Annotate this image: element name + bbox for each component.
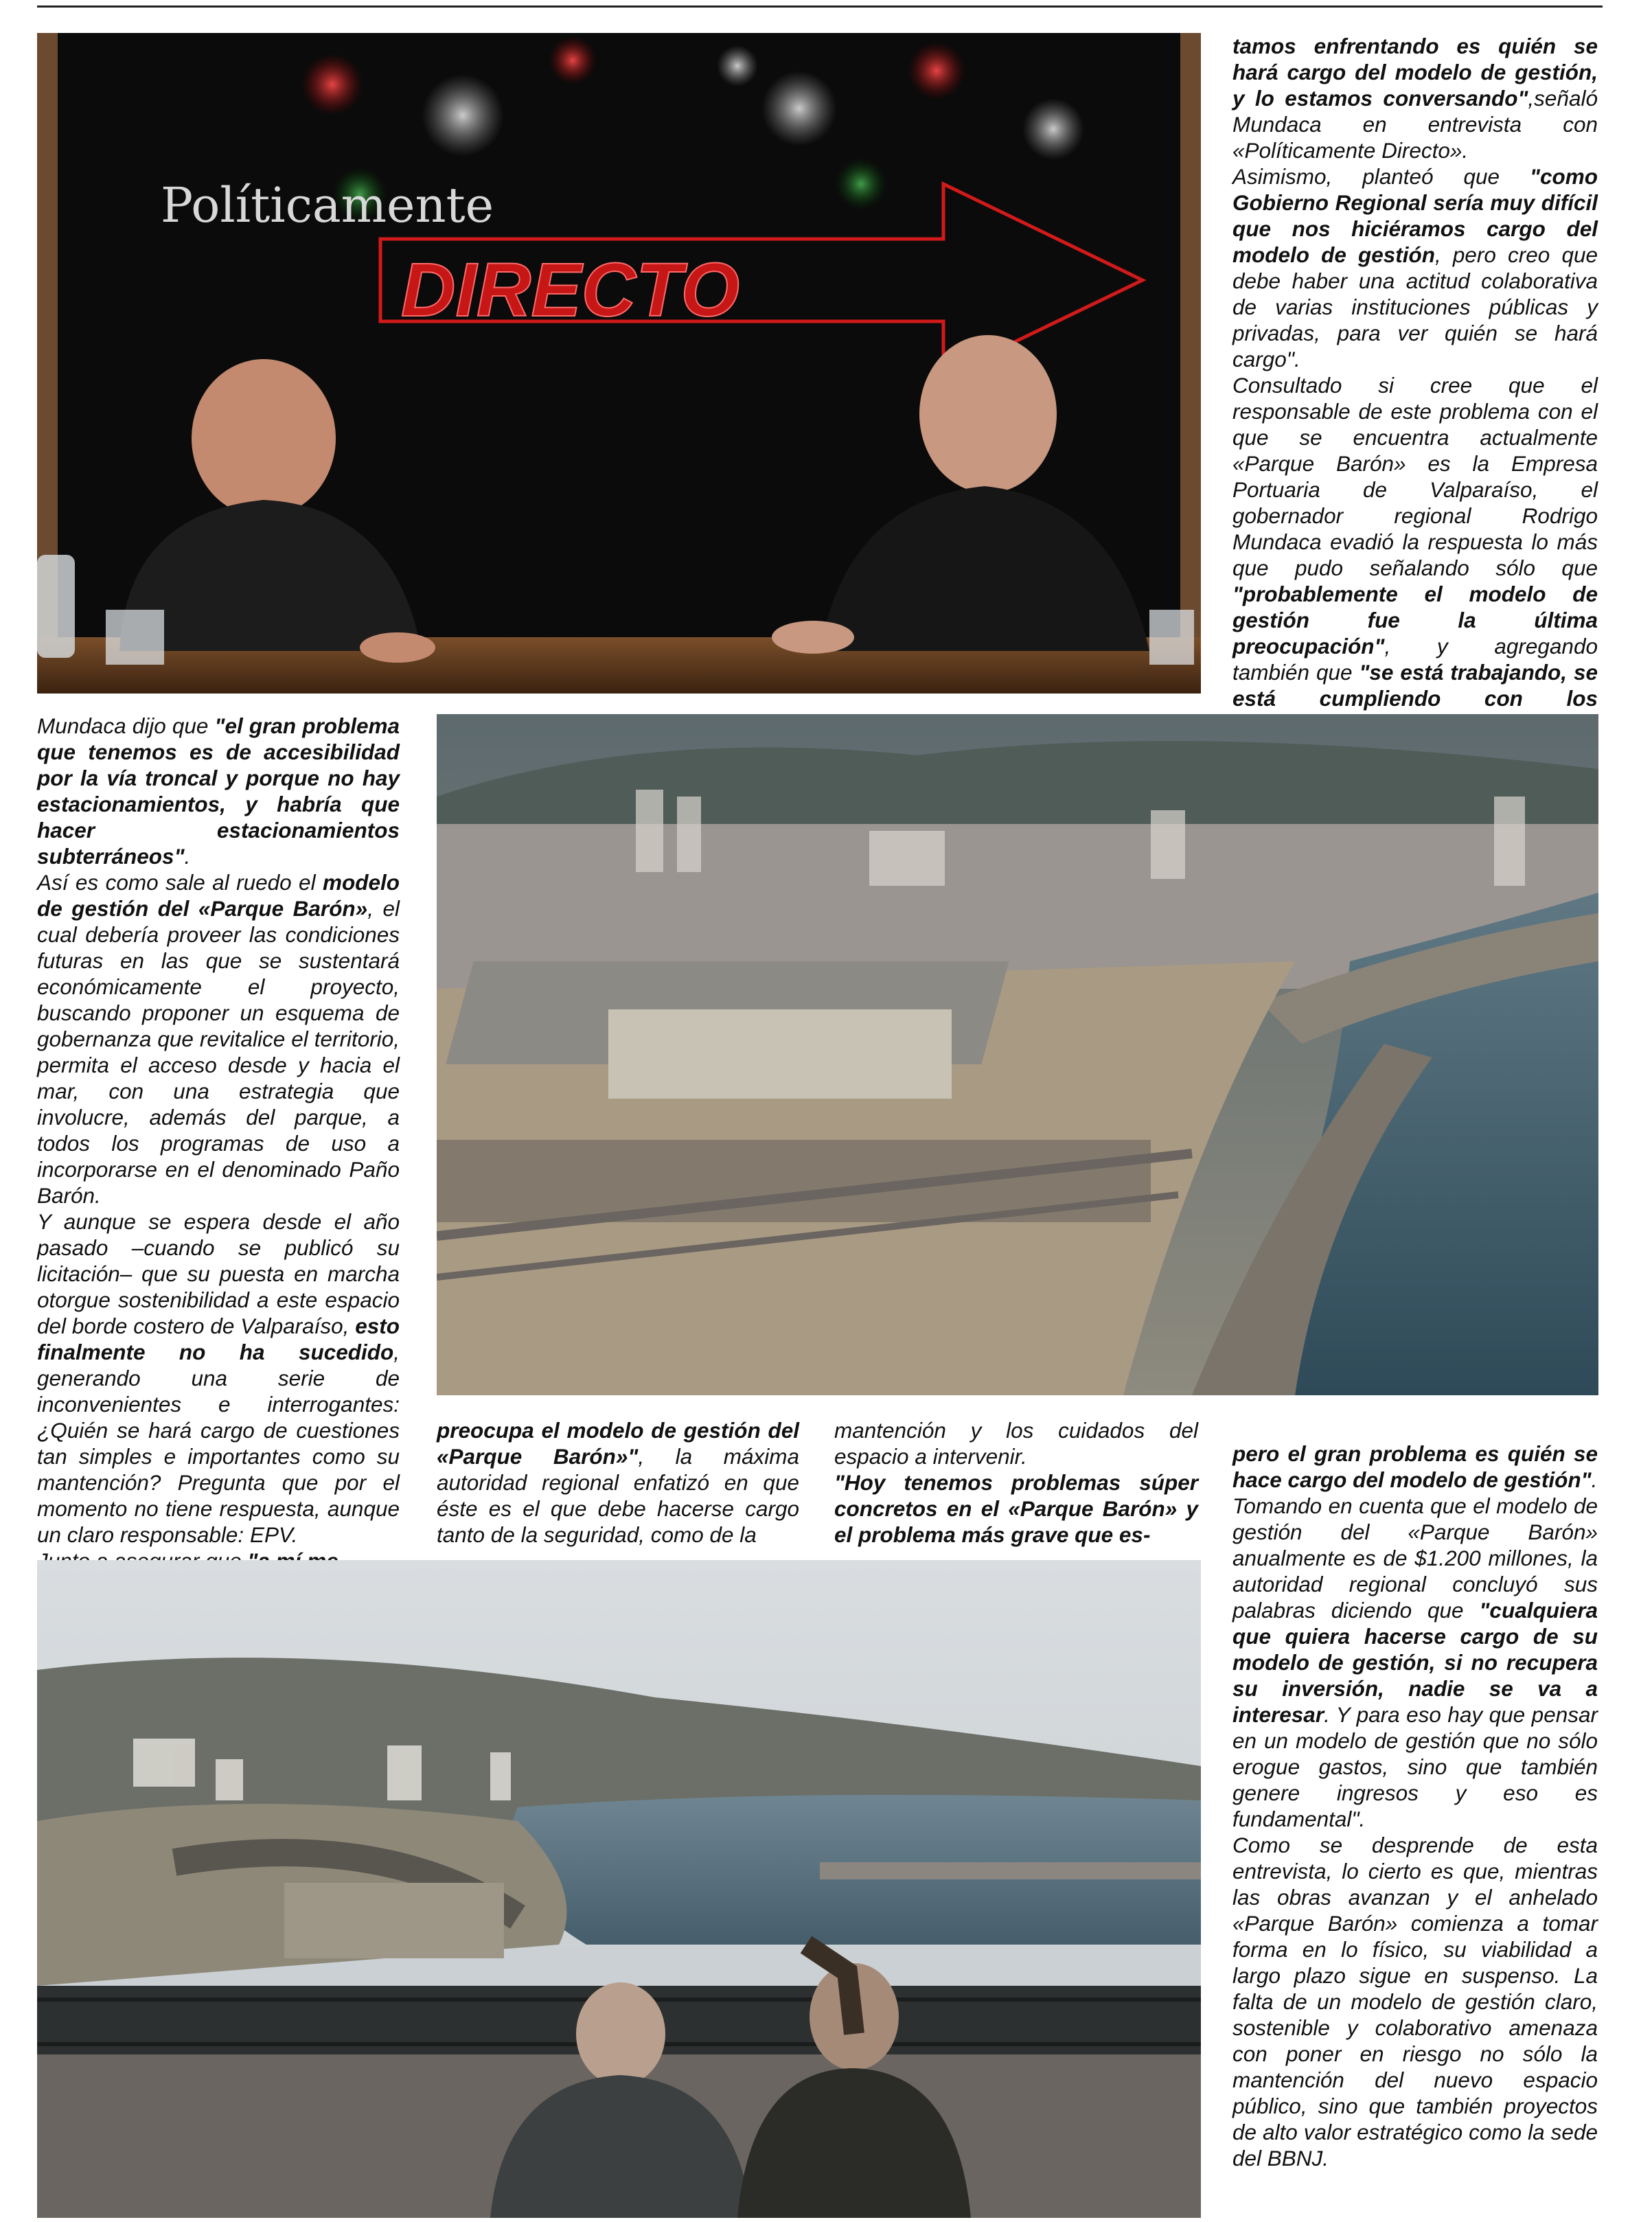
paragraph: Como se desprende de esta entrevista, lo cierto es que, mientras las obras avanzan y el anhelado «Parque Barón» comienza a tomar forma en lo físico, su viabilidad a largo plazo sigue en suspenso. La falta de un modelo de gestión claro, sostenible y colaborativo amenaza con poner en riesgo no sólo la mantención del nuevo espacio público, sino que también proyectos de alto valor estratégico como la sede del BBNJ. bbox=[1232, 1833, 1598, 2171]
paragraph bbox=[834, 1469, 1198, 1548]
paragraph bbox=[1232, 372, 1598, 737]
paragraph bbox=[1232, 33, 1598, 163]
paragraph bbox=[37, 869, 400, 1209]
quote-bold: tamos enfrentando es quién se hará cargo del modelo de gestión, y lo estamos conversando" bbox=[1232, 34, 1598, 111]
text: ,señaló Mundaca en entrevista con «Políticamente Directo». bbox=[1232, 86, 1598, 163]
paragraph bbox=[437, 1417, 799, 1548]
text: Consultado si cree que el responsable de este problema con el que se encuentra actualmente «Parque Barón» es la Empresa Portuaria de Valparaíso, el gobernador regional Rodrigo Mundaca evadió la respuesta lo más que pudo señalando sólo que bbox=[1232, 373, 1598, 580]
quote-bold: modelo de gestión del «Parque Barón» bbox=[37, 870, 400, 921]
tv-studio-photo bbox=[37, 33, 1201, 694]
text: . bbox=[1591, 1467, 1598, 1492]
text: , generando una serie de inconvenientes e interrogantes: ¿Quién se hará cargo de cuestiones tan simples e importantes como su mantención? Pregunta que por el momento no tiene respuesta, aunque un claro responsable: EPV. bbox=[37, 1340, 400, 1547]
quote-bold: esto finalmente no ha sucedido bbox=[37, 1314, 400, 1364]
text: , el cual debería proveer las condiciones futuras en las que se sustentará económicamente el proyecto, buscando proponer un esquema de gobernanza que revitalice el territorio, permita el acceso desde y hacia el mar, con una estrategia que involucre, además del parque, a todos los programas de uso a incorporarse en el denominado Paño Barón. bbox=[37, 896, 400, 1208]
text: Mundaca dijo que bbox=[37, 713, 215, 738]
text: Así es como sale al ruedo el bbox=[37, 870, 323, 895]
article-column-top-right bbox=[1232, 33, 1598, 737]
quote-bold: "probablemente el modelo de gestión fue la última preocupación" bbox=[1232, 582, 1598, 658]
quote-bold: pero el gran problema es quién se hace cargo del modelo de gestión" bbox=[1232, 1441, 1598, 1492]
bay-viewpoint-photo bbox=[37, 1560, 1201, 2218]
text: , la máxima autoridad regional enfatizó en que éste es el que debe hacerse cargo tanto de la seguridad, como de la bbox=[437, 1444, 799, 1547]
paragraph bbox=[1232, 1493, 1598, 1832]
paragraph bbox=[37, 1209, 400, 1548]
quote-bold: "como Gobierno Regional sería muy difícil que nos hiciéramos cargo del modelo de gestión bbox=[1232, 164, 1598, 267]
paragraph bbox=[37, 713, 400, 869]
text: Y aunque se espera desde el año pasado –cuando se publicó su licitación– que su puesta en marcha otorgue sostenibilidad a este espacio del borde costero de Valparaíso, bbox=[37, 1209, 400, 1338]
paragraph bbox=[1232, 1441, 1598, 1493]
tv-logo-top: Políticamente bbox=[161, 177, 494, 233]
quote-bold: preocupa el modelo de gestión del «Parque Barón»" bbox=[437, 1418, 799, 1469]
paragraph bbox=[1232, 163, 1598, 372]
article-column-middle-1 bbox=[437, 1417, 799, 1548]
article-column-middle-2 bbox=[834, 1417, 1198, 1548]
text: , y agregando también que bbox=[1232, 634, 1598, 685]
text: Tomando en cuenta que el modelo de gestión del «Parque Barón» anualmente es de $1.200 millones, la autoridad regional concluyó sus palabras diciendo que bbox=[1232, 1493, 1598, 1623]
text: , pero creo que debe haber una actitud colaborativa de varias instituciones públicas y privadas, para ver quién se hará cargo". bbox=[1232, 242, 1598, 371]
quote-bold: "se está trabajando, se está cumpliendo con los bbox=[1232, 660, 1598, 711]
article-column-bottom-right bbox=[1232, 1441, 1598, 2171]
article-column-left bbox=[37, 713, 400, 1574]
top-rule bbox=[37, 5, 1603, 8]
text: . Y para eso hay que pensar en un modelo de gestión que no sólo erogue gastos, sino que también genere ingresos y eso es fundamental". bbox=[1232, 1702, 1598, 1831]
text: Asimismo, planteó que bbox=[1232, 164, 1530, 189]
quote-bold: "cualquiera que quiera hacerse cargo de su modelo de gestión, si no recupera su inversión, nadie se va a interesar bbox=[1232, 1598, 1598, 1727]
tv-logo-main: DIRECTO bbox=[401, 248, 740, 332]
quote-bold: "el gran problema que tenemos es de accesibilidad por la vía troncal y porque no hay estacionamientos, y habría que hacer estacionamientos subterráneos" bbox=[37, 713, 400, 869]
quote-bold: "Hoy tenemos problemas súper concretos en el «Parque Barón» y el problema más grave que es- bbox=[834, 1470, 1198, 1547]
paragraph: mantención y los cuidados del espacio a intervenir. bbox=[834, 1418, 1198, 1469]
text: . bbox=[184, 844, 191, 869]
aerial-park-photo bbox=[437, 714, 1598, 1395]
